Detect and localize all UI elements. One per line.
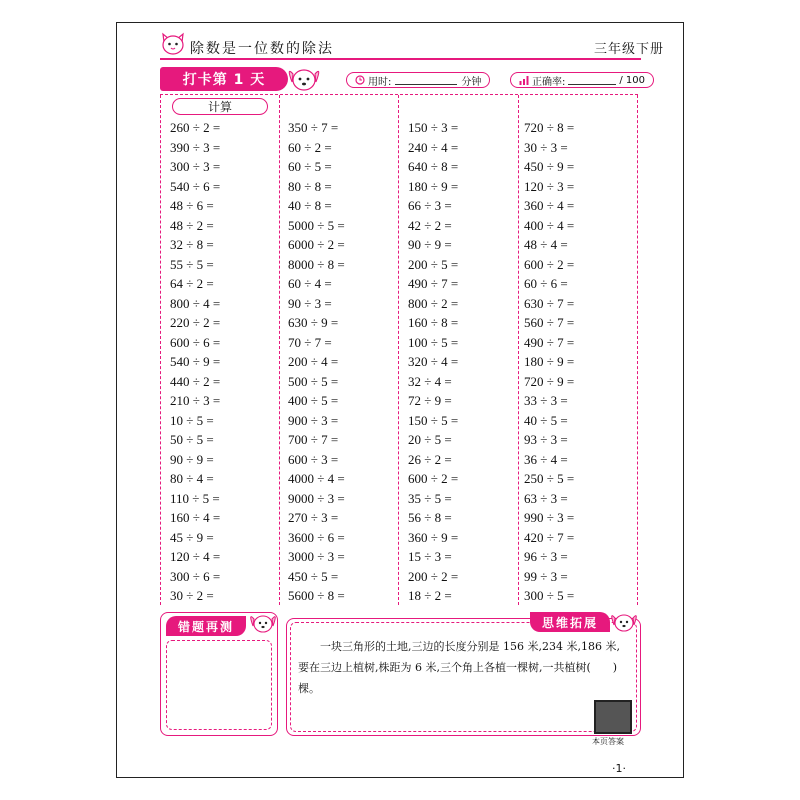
division-problem: 630 ÷ 7 = [524,295,575,311]
time-unit: 分钟 [461,76,482,88]
division-problem: 72 ÷ 9 = [408,393,452,408]
division-problem: 48 ÷ 6 = [170,198,214,213]
division-problem: 18 ÷ 2 = [408,588,452,603]
division-problem: 320 ÷ 4 = [408,354,459,369]
division-problem: 350 ÷ 7 = [288,120,339,135]
division-problem: 26 ÷ 2 = [408,451,452,467]
division-problem: 630 ÷ 9 = [288,315,339,330]
division-problem: 45 ÷ 9 = [170,529,214,545]
division-problem: 160 ÷ 8 = [408,315,459,330]
division-problem: 180 ÷ 9 = [524,354,575,369]
puppy-mascot-icon [608,606,640,636]
division-problem: 9000 ÷ 3 = [288,490,345,506]
division-problem: 390 ÷ 3 = [170,139,221,155]
accuracy-label: 正确率: [532,76,566,88]
division-problem: 210 ÷ 3 = [170,393,221,408]
division-problem: 250 ÷ 5 = [524,471,575,486]
division-problem: 60 ÷ 2 = [288,139,332,155]
division-problem: 55 ÷ 5 = [170,256,214,272]
time-spent-field [346,72,490,88]
division-problem: 450 ÷ 9 = [524,159,575,174]
division-problem: 63 ÷ 3 = [524,490,568,506]
division-problem: 120 ÷ 3 = [524,178,575,194]
division-problem: 30 ÷ 3 = [524,139,568,155]
division-problem: 32 ÷ 8 = [170,237,214,252]
division-problem: 5600 ÷ 8 = [288,588,345,603]
division-problem: 20 ÷ 5 = [408,432,452,447]
division-problem: 96 ÷ 3 = [524,549,568,564]
division-problem: 5000 ÷ 5 = [288,217,345,233]
division-problem: 180 ÷ 9 = [408,178,459,194]
division-problem: 360 ÷ 9 = [408,529,459,545]
division-problem: 10 ÷ 5 = [170,412,214,428]
division-problem: 80 ÷ 4 = [170,471,214,486]
bar-chart-icon [519,75,529,85]
division-problem: 220 ÷ 2 = [170,315,221,330]
cat-mascot-icon [160,32,186,56]
answer-qr-label: 本页答案 [592,737,624,746]
division-problem: 48 ÷ 2 = [170,217,214,233]
division-problem: 90 ÷ 3 = [288,295,332,311]
division-problem: 560 ÷ 7 = [524,315,575,330]
division-problem: 30 ÷ 2 = [170,588,214,603]
division-problem: 420 ÷ 7 = [524,529,575,545]
division-problem: 15 ÷ 3 = [408,549,452,564]
division-problem: 360 ÷ 4 = [524,198,575,213]
division-problem: 4000 ÷ 4 = [288,471,345,486]
division-problem: 900 ÷ 3 = [288,412,339,428]
division-problem: 990 ÷ 3 = [524,510,575,525]
worksheet-title: 除数是一位数的除法 [190,41,334,57]
puppy-mascot-icon [284,60,324,94]
division-problem: 400 ÷ 5 = [288,393,339,408]
clock-icon [355,75,365,85]
division-problem: 70 ÷ 7 = [288,334,332,350]
division-problem: 35 ÷ 5 = [408,490,452,506]
division-problem: 66 ÷ 3 = [408,198,452,213]
division-problem: 93 ÷ 3 = [524,432,568,447]
division-problem: 200 ÷ 2 = [408,568,459,584]
division-problem: 64 ÷ 2 = [170,276,214,291]
answer-qr-code[interactable] [594,700,632,734]
division-problem: 60 ÷ 4 = [288,276,332,291]
division-problem: 33 ÷ 3 = [524,393,568,408]
division-problem: 500 ÷ 5 = [288,373,339,389]
division-problem: 270 ÷ 3 = [288,510,339,525]
division-problem: 600 ÷ 2 = [524,256,575,272]
division-problem: 640 ÷ 8 = [408,159,459,174]
division-problem: 48 ÷ 4 = [524,237,568,252]
division-problem: 300 ÷ 3 = [170,159,221,174]
wrong-retest-tag: 错题再测 [166,616,246,636]
division-problem: 720 ÷ 8 = [524,120,575,135]
division-problem: 99 ÷ 3 = [524,568,568,584]
division-problem: 160 ÷ 4 = [170,510,221,525]
wrong-retest-writing-area[interactable] [166,640,272,730]
calculation-tag: 计算 [172,98,268,115]
division-problem: 110 ÷ 5 = [170,490,220,506]
puppy-mascot-icon [248,608,278,636]
division-problem: 3600 ÷ 6 = [288,529,345,545]
page-number: ·1· [612,762,626,775]
division-problem: 300 ÷ 5 = [524,588,575,603]
division-problem: 8000 ÷ 8 = [288,256,345,272]
time-blank[interactable] [395,75,457,85]
division-problem: 600 ÷ 6 = [170,334,221,350]
division-problem: 800 ÷ 4 = [170,295,221,311]
division-problem: 80 ÷ 8 = [288,178,332,194]
division-problem: 200 ÷ 5 = [408,256,459,272]
division-problem: 40 ÷ 5 = [524,412,568,428]
division-problem: 56 ÷ 8 = [408,510,452,525]
division-problem: 540 ÷ 6 = [170,178,221,194]
division-problem: 490 ÷ 7 = [524,334,575,350]
division-problem: 200 ÷ 4 = [288,354,339,369]
division-problem: 100 ÷ 5 = [408,334,459,350]
header-divider [160,58,641,60]
division-problem: 600 ÷ 2 = [408,471,459,486]
division-problem: 90 ÷ 9 = [170,451,214,467]
accuracy-total: / 100 [619,74,646,86]
division-problem: 6000 ÷ 2 = [288,237,345,252]
division-problem: 240 ÷ 4 = [408,139,459,155]
division-problem: 400 ÷ 4 = [524,217,575,233]
division-problem: 150 ÷ 5 = [408,412,459,428]
accuracy-pill [510,72,654,88]
division-problem: 440 ÷ 2 = [170,373,221,389]
accuracy-field [510,72,654,88]
division-problem: 50 ÷ 5 = [170,432,214,447]
time-label: 用时: [368,76,392,88]
division-problem: 300 ÷ 6 = [170,568,221,584]
division-problem: 150 ÷ 3 = [408,120,459,135]
accuracy-blank[interactable] [568,75,616,85]
division-problem: 720 ÷ 9 = [524,373,575,389]
division-problem: 600 ÷ 3 = [288,451,339,467]
division-problem: 260 ÷ 2 = [170,120,221,135]
day-badge: 打卡第 1 天 [160,67,288,91]
thinking-tag: 思维拓展 [530,612,610,632]
division-problem: 90 ÷ 9 = [408,237,452,252]
division-problem: 32 ÷ 4 = [408,373,452,389]
division-problem: 60 ÷ 6 = [524,276,568,291]
division-problem: 60 ÷ 5 = [288,159,332,174]
division-problem: 40 ÷ 8 = [288,198,332,213]
division-problem: 120 ÷ 4 = [170,549,221,564]
grade-label: 三年级下册 [593,42,664,57]
division-problem: 490 ÷ 7 = [408,276,459,291]
division-problem: 800 ÷ 2 = [408,295,459,311]
time-pill [346,72,490,88]
division-problem: 3000 ÷ 3 = [288,549,345,564]
division-problem: 540 ÷ 9 = [170,354,221,369]
thinking-problem-text: 一块三角形的土地,三边的长度分别是 156 米,234 米,186 米,要在三边上植树,株距为 6 米,三个角上各植一棵树,一共植树( )棵。 [298,640,620,695]
division-problem: 450 ÷ 5 = [288,568,339,584]
division-problem: 700 ÷ 7 = [288,432,339,447]
division-problem: 36 ÷ 4 = [524,451,568,467]
division-problem: 42 ÷ 2 = [408,217,452,233]
